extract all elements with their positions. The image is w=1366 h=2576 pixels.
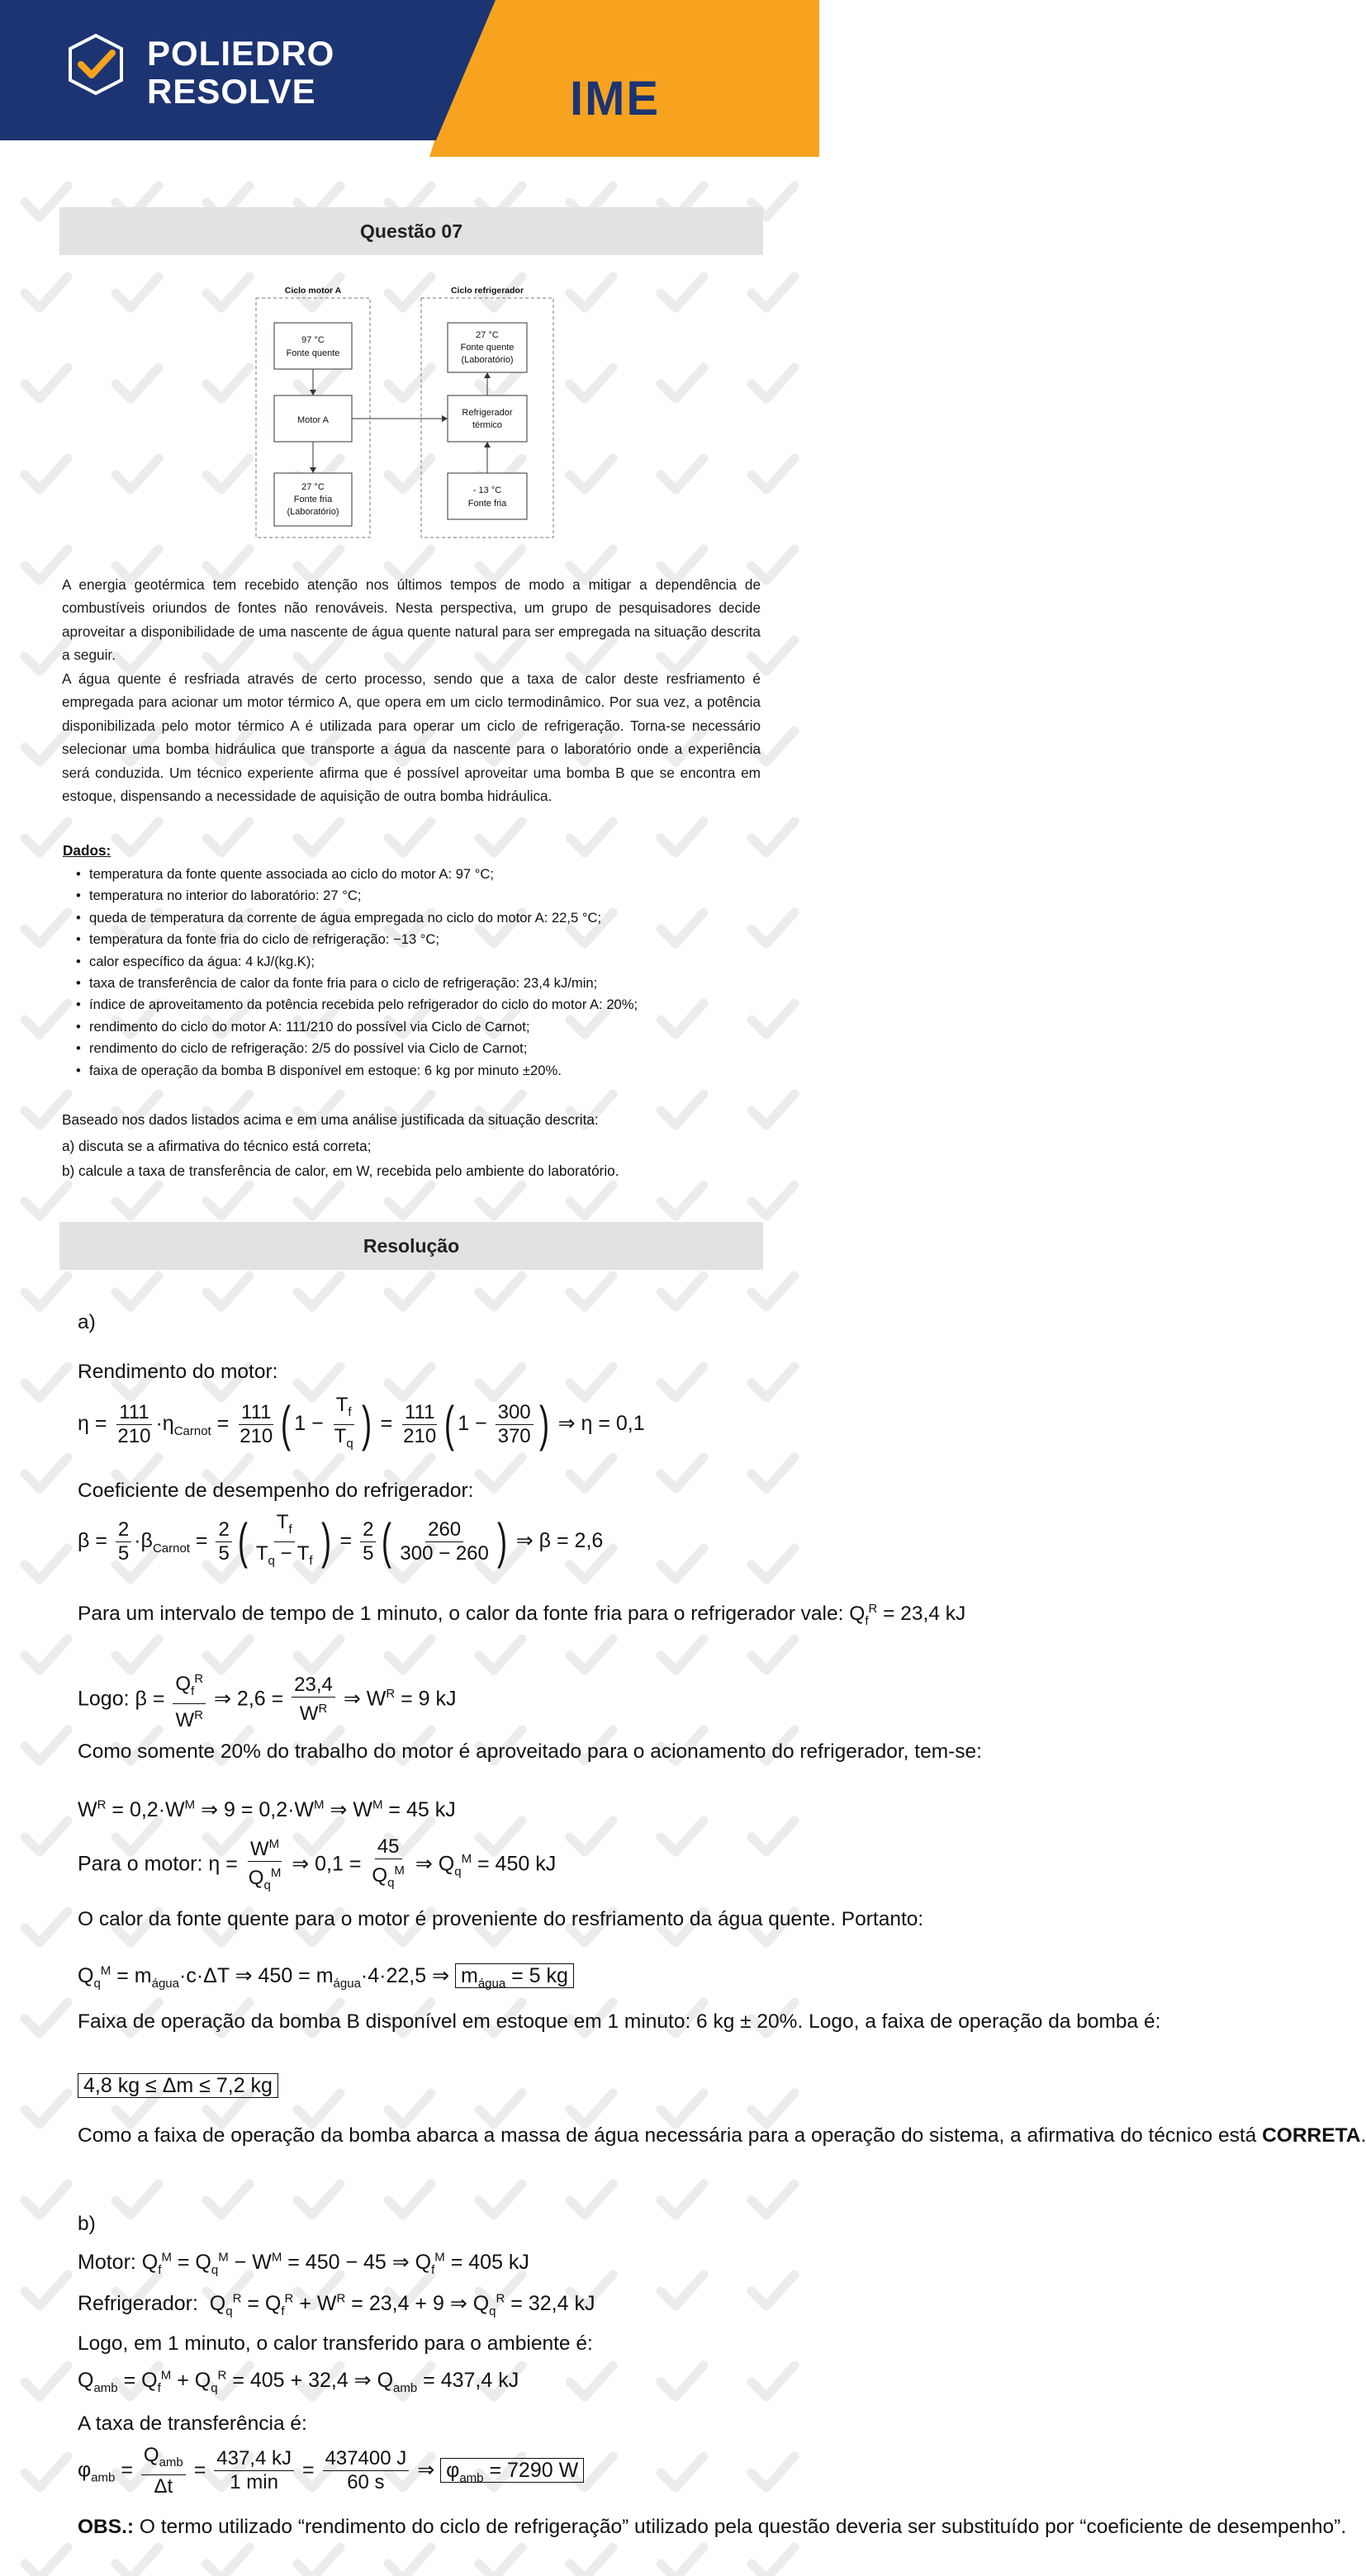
list-item: • calor específico da água: 4 kJ/(kg.K); (89, 951, 766, 973)
refrigeration-cycle-title: Ciclo refrigerador (450, 286, 524, 296)
cycle-diagram (256, 285, 562, 541)
motor-cold-heat-equation: Motor: $Q_f^M = Q_q^M - W^M = 450 - 45$ ⇒ $Q_f^M = 405$ kJ (78, 2250, 529, 2277)
hot-source-box (274, 323, 352, 369)
one-minute-text: Logo, em 1 minuto, o calor transferido para o ambiente é: (78, 2332, 593, 2355)
part-b-label: b) (78, 2213, 96, 2235)
cop-heading: Coeficiente de desempenho do refrigerador: (78, 1480, 474, 1502)
refrigerator-box (448, 395, 527, 442)
list-item: • temperatura no interior do laboratório: 27 °C; (89, 885, 766, 907)
list-item: • rendimento do ciclo do motor A: 111/210 do possível via Ciclo de Carnot; (89, 1016, 766, 1038)
statement-paragraph-2: A água quente é resfriada através de certo processo, sendo que a taxa de calor deste resfriamento é empregada para acionar um motor térmico A, que opera em um ciclo termodinâmico. Por sua vez, a potência disponibilizada pelo motor térmico A é utilizada para operar um ciclo de refrigeração. Torna-se necessário selecionar uma bomba hidráulica que transporte a água da nascente para o laboratório onde a experiência será conduzida. Um técnico experiente afirma que é possível aproveitar uma bomba B que se encontra em estoque, dispensando a necessidade de aquisição de outra bomba hidráulica. (62, 670, 761, 805)
brand-line-2: RESOLVE (147, 72, 316, 111)
observation-note: OBS.: O termo utilizado “rendimento do ciclo de refrigeração” utilizado pela questão deveria ser substituído por “coeficiente de desempenho”. (78, 2516, 1347, 2538)
list-item: • taxa de transferência de calor da fonte fria para o ciclo de refrigeração: 23,4 kJ/min; (89, 973, 766, 994)
lab-hot-temp: 27 °C (476, 330, 499, 340)
motor-efficiency-equation: η = $\frac{111}{210}$ $\cdot\eta_{Carnot}$ = $\frac{111}{210}$ ( 1 − $\frac{T_f}{T_q}$ ) = $\frac{111}{210}$ ( 1 − $\frac{300}{370}$ ) ⇒ η = 0,1 (78, 1394, 645, 1452)
cold-source-label: Fonte fria (293, 495, 333, 504)
statement-paragraph-1: A energia geotérmica tem recebido atenção nos últimos tempos de modo a mitigar a dependência de combustíveis oriundos de fontes não renováveis. Nesta perspectiva, um grupo de pesquisadores decide aproveitar a disponibilidade de uma nascente de água quente natural para ser empregada na situação descrita a seguir. (62, 576, 761, 664)
refrigerator-label-2: térmico (472, 420, 503, 430)
heat-rate-equation: $\varphi_{amb}$ = $\frac{Q_{amb}}{\Delta t}$ = $\frac{437,4 kJ}{1 \min}$ = $\frac{437400 J}{60 s}$ ⇒ $\varphi_{amb} = 7290$ W (78, 2444, 584, 2498)
motor-heat-equation: Para o motor: η = $\frac{W^M}{Q_q^M}$ ⇒ 0,1 = $\frac{45}{Q_q^M}$ ⇒ $Q_q^M = 450$ kJ (78, 1833, 556, 1897)
cop-work-equation: Logo: β = $\frac{Q_f^R}{W^R}$ ⇒ 2,6 = $\frac{23,4}{W^R}$ ⇒ $W^R = 9$ kJ (78, 1668, 457, 1732)
list-item: • faixa de operação da bomba B disponível em estoque: 6 kg por minuto ±20%. (89, 1060, 766, 1082)
lab-hot-location: (Laboratório) (461, 355, 514, 365)
cop-equation: β = $\frac{2}{5}$ $\cdot\beta_{Carnot}$ = $\frac{2}{5}$ ( $\frac{T_f}{T_q - T_f}$ ) = $\frac{2}{5}$ ( $\frac{260}{300 - 260}$ ) ⇒ β = 2,6 (78, 1511, 604, 1570)
pump-range-box: 4,8 kg ≤ Δm ≤ 7,2 kg (78, 2074, 278, 2098)
motor-cycle-title: Ciclo motor A (284, 286, 342, 296)
refrig-cold-label: Fonte fria (467, 499, 507, 509)
refrig-cold-temp: - 13 °C (472, 485, 502, 495)
motor-efficiency-heading: Rendimento do motor: (78, 1361, 278, 1383)
list-item: • índice de aproveitamento da potência recebida pelo refrigerador do ciclo do motor A: 20%; (89, 994, 766, 1016)
cold-source-location: (Laboratório) (287, 507, 339, 517)
twenty-percent-text: Como somente 20% do trabalho do motor é aproveitado para o acionamento do refrigerador, tem-se: (78, 1740, 982, 1763)
motor-work-equation: $W^R = 0,2\cdot W^M$ ⇒ $9 = 0,2\cdot W^M$ ⇒ $W^M = 45$ kJ (78, 1797, 456, 1821)
refrig-cold-source-box (448, 473, 527, 519)
refrigerator-label-1: Refrigerador (462, 408, 513, 418)
item-b: b) calcule a taxa de transferência de calor, em W, recebida pelo ambiente do laboratório. (62, 1163, 619, 1179)
cold-source-temp: 27 °C (301, 482, 325, 492)
item-a: a) discuta se a afirmativa do técnico está correta; (62, 1138, 372, 1154)
statement-prompt: Baseado nos dados listados acima e em uma análise justificada da situação descrita: (62, 1111, 599, 1128)
water-mass-equation: $Q_q^M = m_{água}\cdot c\cdot\Delta T$ ⇒ $450 = m_{água}\cdot 4\cdot 22,5$ ⇒ $m_{água} = 5$ kg (78, 1963, 574, 1991)
brand-line-1: POLIEDRO (147, 34, 335, 73)
question-title: Questão 07 (59, 207, 763, 255)
hot-source-temp: 97 °C (301, 335, 325, 345)
refrigerator-hot-heat-equation: Refrigerador: $Q_q^R = Q_f^R + W^R = 23,4 + 9$ ⇒ $Q_q^R = 32,4$ kJ (78, 2291, 595, 2318)
list-item: • temperatura da fonte quente associada ao ciclo do motor A: 97 °C; (89, 864, 766, 885)
list-item: • temperatura da fonte fria do ciclo de refrigeração: −13 °C; (89, 929, 766, 950)
lab-hot-label: Fonte quente (460, 343, 515, 353)
hot-source-text: O calor da fonte quente para o motor é proveniente do resfriamento da água quente. Portanto: (78, 1908, 924, 1930)
pump-range-text: Faixa de operação da bomba B disponível em estoque em 1 minuto: 6 kg ± 20%. Logo, a faixa de operação da bomba é: (78, 2010, 1161, 2033)
interval-text: Para um intervalo de tempo de 1 minuto, o calor da fonte fria para o refrigerador vale: $Q_f^R = 23,4$ kJ (78, 1602, 966, 1629)
conclusion-text: Como a faixa de operação da bomba abarca a massa de água necessária para a operação do sistema, a afirmativa do técnico está CORRETA. (78, 2124, 1366, 2147)
rate-heading: A taxa de transferência é: (78, 2413, 307, 2435)
motor-label: Motor A (297, 415, 329, 425)
part-a-label: a) (78, 1311, 96, 1333)
exam-name: IME (570, 72, 661, 125)
list-item: • rendimento do ciclo de refrigeração: 2/5 do possível via Ciclo de Carnot; (89, 1038, 766, 1059)
list-item: • queda de temperatura da corrente de água empregada no ciclo do motor A: 22,5 °C; (89, 907, 766, 929)
resolution-title: Resolução (59, 1222, 763, 1270)
dados-title: Dados: (63, 842, 111, 859)
ambient-heat-equation: $Q_{amb} = Q_f^M + Q_q^R = 405 + 32,4$ ⇒ $Q_{amb} = 437,4$ kJ (78, 2368, 519, 2395)
dados-list (89, 864, 766, 1082)
hot-source-label: Fonte quente (286, 348, 340, 358)
